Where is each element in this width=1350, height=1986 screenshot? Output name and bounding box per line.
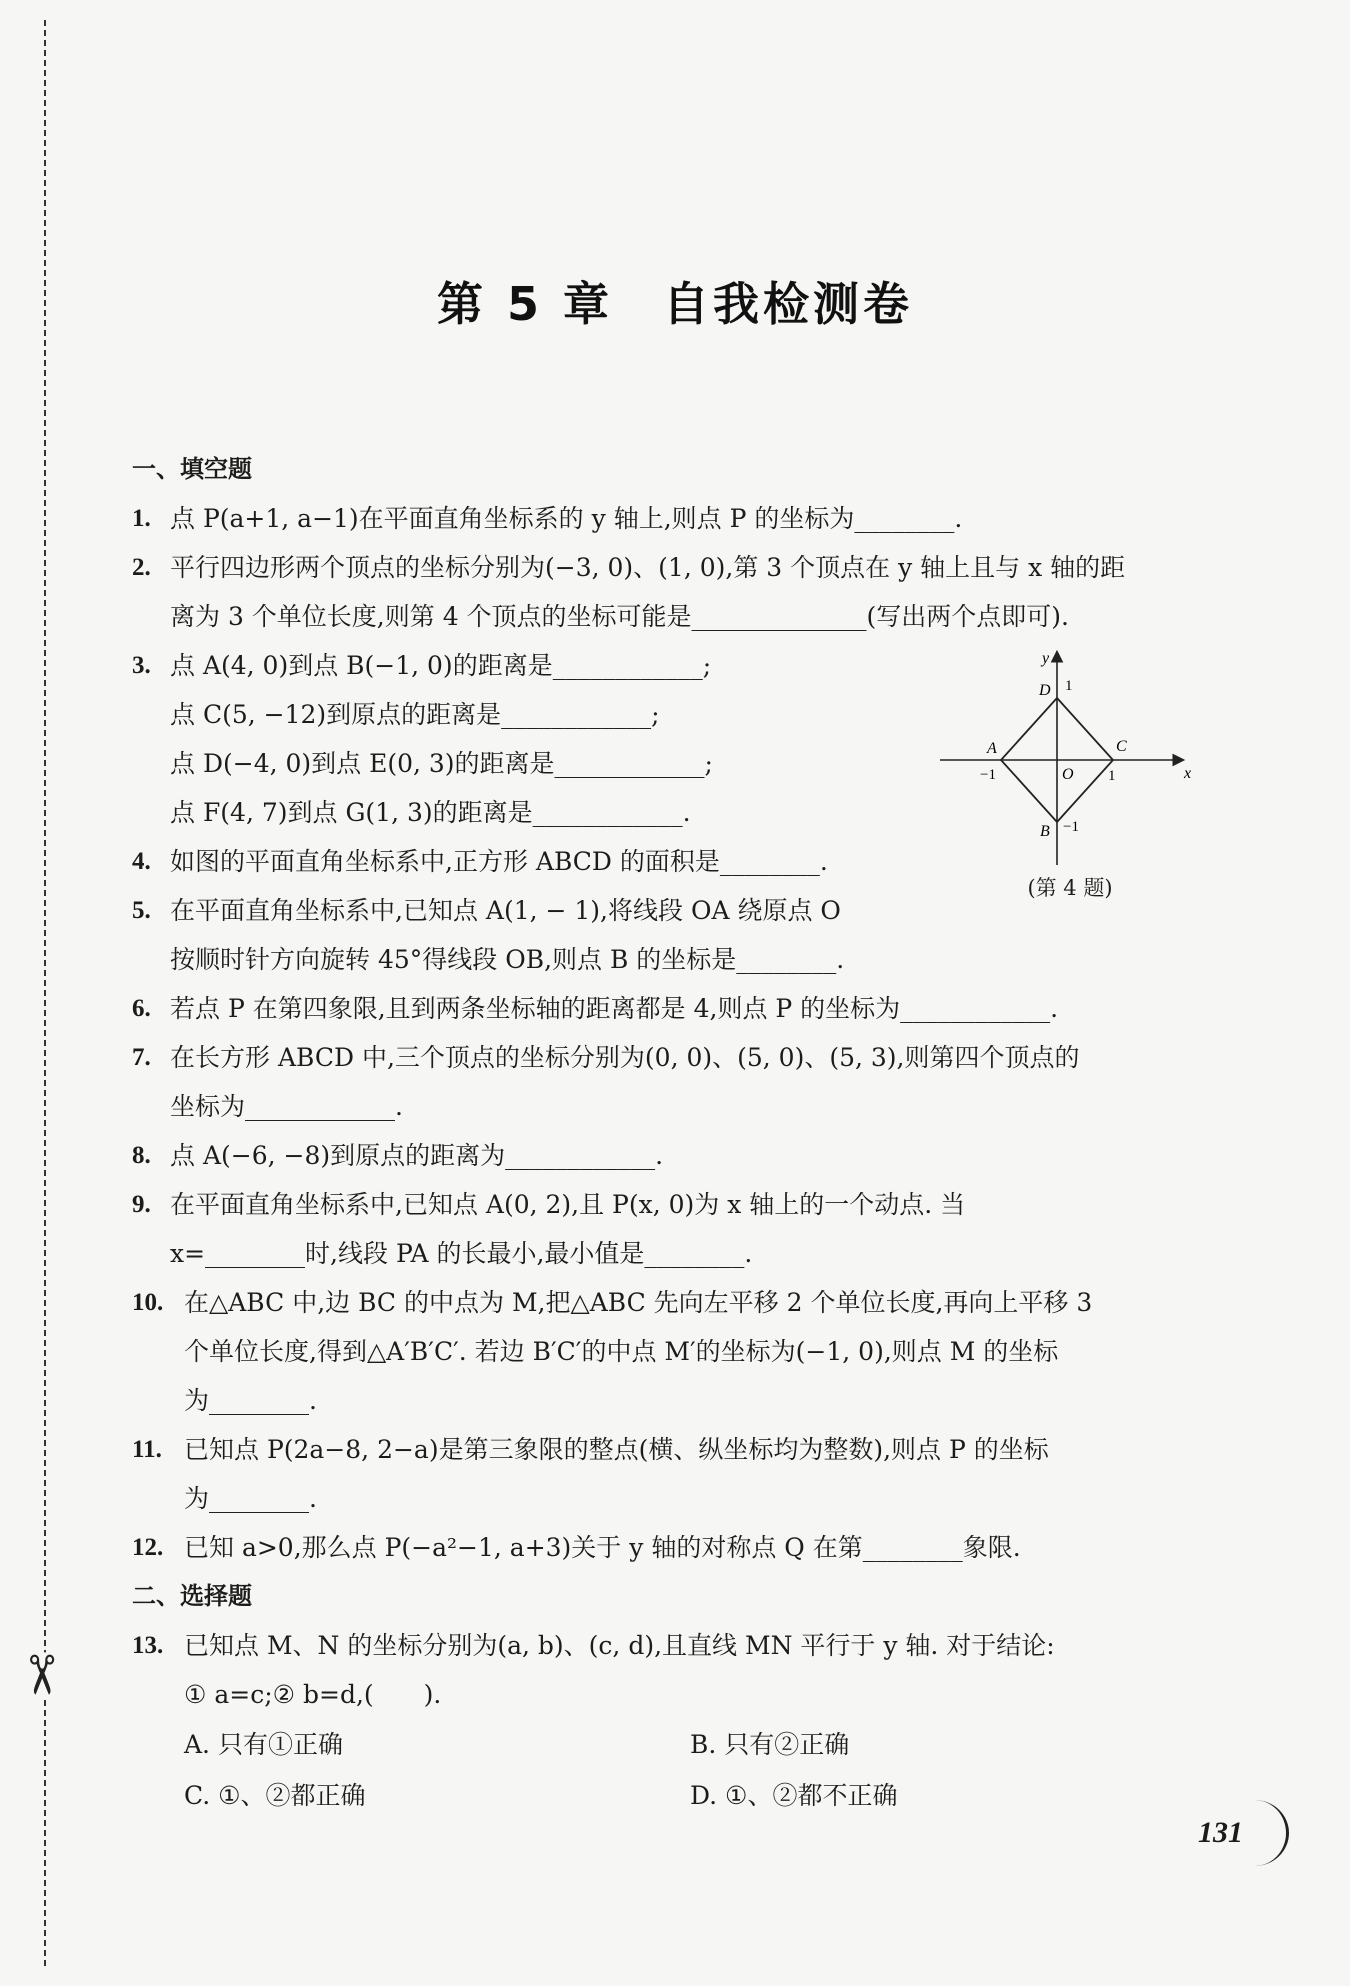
question-number: 6.	[132, 995, 151, 1022]
question-text: 点 P(a+1, a−1)在平面直角坐标系的 y 轴上,则点 P 的坐标为________.	[170, 504, 963, 533]
label-d: D	[1039, 682, 1051, 699]
question-number: 11.	[132, 1436, 162, 1463]
question-12	[132, 1523, 1200, 1572]
question-number: 13.	[132, 1632, 164, 1659]
label-origin: O	[1062, 766, 1074, 783]
option-b: B. 只有②正确	[690, 1730, 850, 1759]
question-text: 点 A(4, 0)到点 B(−1, 0)的距离是____________;	[170, 651, 712, 680]
label-a: A	[987, 740, 997, 757]
question-number: 10.	[132, 1289, 164, 1316]
question-text: 如图的平面直角坐标系中,正方形 ABCD 的面积是________.	[170, 847, 828, 876]
question-text: ① a=c;② b=d,( ).	[184, 1680, 442, 1709]
question-number: 1.	[132, 505, 151, 532]
coordinate-diagram	[940, 645, 1200, 875]
question-number: 8.	[132, 1142, 151, 1169]
question-number: 9.	[132, 1191, 151, 1218]
tick-label-1-right: 1	[1108, 768, 1116, 784]
question-number: 3.	[132, 652, 151, 679]
question-text: 已知点 M、N 的坐标分别为(a, b)、(c, d),且直线 MN 平行于 y 轴. 对于结论:	[184, 1631, 1055, 1660]
label-y: y	[1042, 650, 1050, 667]
scissors-icon: ✂	[9, 1652, 73, 1698]
question-text: x=________时,线段 PA 的长最小,最小值是________.	[170, 1239, 753, 1268]
tick-label-neg1-bottom: −1	[1063, 819, 1079, 835]
question-text: 在平面直角坐标系中,已知点 A(0, 2),且 P(x, 0)为 x 轴上的一个动点. 当	[170, 1190, 966, 1219]
page-title: 第 5 章 自我检测卷	[436, 277, 914, 331]
page-number: 131	[1198, 1816, 1243, 1849]
question-11	[132, 1425, 1200, 1523]
question-9	[132, 1180, 1200, 1278]
question-text: 在△ABC 中,边 BC 的中点为 M,把△ABC 先向左平移 2 个单位长度,再向上平移 3	[184, 1288, 1093, 1317]
question-text: 点 A(−6, −8)到原点的距离为____________.	[170, 1141, 664, 1170]
question-text: 按顺时针方向旋转 45°得线段 OB,则点 B 的坐标是________.	[170, 945, 845, 974]
question-text: 在长方形 ABCD 中,三个顶点的坐标分别为(0, 0)、(5, 0)、(5, 3),则第四个顶点的	[170, 1043, 1080, 1072]
question-text: 个单位长度,得到△A′B′C′. 若边 B′C′的中点 M′的坐标为(−1, 0),则点 M 的坐标	[184, 1337, 1059, 1366]
question-text: 已知点 P(2a−8, 2−a)是第三象限的整点(横、纵坐标均为整数),则点 P 的坐标	[184, 1435, 1049, 1464]
figure-caption: (第 4 题)	[1027, 876, 1113, 900]
question-1	[132, 494, 1200, 543]
question-text: 坐标为____________.	[170, 1092, 403, 1121]
question-number: 4.	[132, 848, 151, 875]
question-text: 为________.	[184, 1386, 317, 1415]
question-text: 已知 a>0,那么点 P(−a²−1, a+3)关于 y 轴的对称点 Q 在第________象限.	[184, 1533, 1021, 1562]
question-text: 点 D(−4, 0)到点 E(0, 3)的距离是____________;	[170, 749, 713, 778]
q13-options	[184, 1719, 1200, 1821]
section-multiple-choice: 二、选择题	[132, 1582, 252, 1610]
question-number: 2.	[132, 554, 151, 581]
question-6	[132, 984, 1200, 1033]
question-7	[132, 1033, 1200, 1131]
question-text: 若点 P 在第四象限,且到两条坐标轴的距离都是 4,则点 P 的坐标为____________.	[170, 994, 1059, 1023]
question-10	[132, 1278, 1200, 1425]
question-text: 离为 3 个单位长度,则第 4 个顶点的坐标可能是______________(写出两个点即可).	[170, 602, 1070, 631]
question-13	[132, 1621, 1200, 1719]
label-x: x	[1184, 765, 1192, 782]
label-c: C	[1116, 738, 1127, 755]
question-number: 7.	[132, 1044, 151, 1071]
q4-figure	[940, 645, 1200, 910]
option-d: D. ①、②都不正确	[690, 1781, 898, 1810]
question-2	[132, 543, 1200, 641]
option-a: A. 只有①正确	[184, 1730, 343, 1759]
question-text: 为________.	[184, 1484, 317, 1513]
question-number: 5.	[132, 897, 151, 924]
tick-label-1-top: 1	[1065, 678, 1073, 694]
tick-label-neg1-left: −1	[980, 767, 996, 783]
question-text: 在平面直角坐标系中,已知点 A(1, − 1),将线段 OA 绕原点 O	[170, 896, 841, 925]
question-text: 平行四边形两个顶点的坐标分别为(−3, 0)、(1, 0),第 3 个顶点在 y 轴上且与 x 轴的距	[170, 553, 1126, 582]
label-b: B	[1040, 823, 1050, 840]
question-8	[132, 1131, 1200, 1180]
question-text: 点 F(4, 7)到点 G(1, 3)的距离是____________.	[170, 798, 691, 827]
question-text: 点 C(5, −12)到原点的距离是____________;	[170, 700, 660, 729]
section-fill-in: 一、填空题	[132, 455, 252, 483]
question-number: 12.	[132, 1534, 164, 1561]
option-c: C. ①、②都正确	[184, 1781, 366, 1810]
